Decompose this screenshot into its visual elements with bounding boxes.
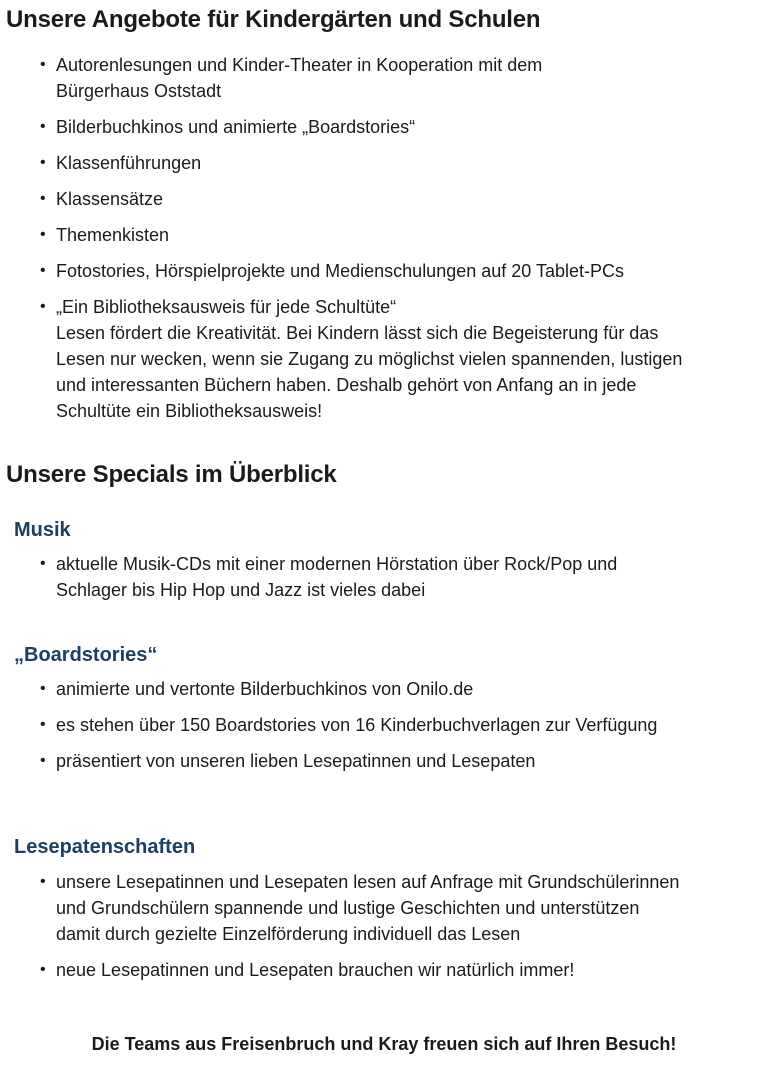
bullet-icon: • (40, 961, 46, 978)
bullet-icon: • (40, 680, 46, 697)
list-item: • „Ein Bibliotheksausweis für jede Schultüte“ Lesen fördert die Kreativität. Bei Kindern lässt sich die Begeisterung für das Lesen nur wecken, wenn sie Zugang zu möglichst vielen spannenden, lustigen und interessanten Büchern haben. Deshalb gehört von Anfang an in jede Schultüte ein Bibliotheksausweis! (40, 294, 750, 424)
bullet-icon: • (40, 118, 46, 135)
bullet-icon: • (40, 154, 46, 171)
bullet-icon: • (40, 190, 46, 207)
list-item: • Klassensätze (40, 186, 750, 212)
list-item: • unsere Lesepatinnen und Lesepaten lesen auf Anfrage mit Grundschülerinnen und Grundschülern spannende und lustige Geschichten und unterstützen damit durch gezielte Einzelförderung individuell das Lesen (40, 869, 750, 947)
list-item: • Autorenlesungen und Kinder-Theater in Kooperation mit dem Bürgerhaus Oststadt (40, 52, 750, 104)
bullet-icon: • (40, 262, 46, 279)
list-item: • aktuelle Musik-CDs mit einer modernen Hörstation über Rock/Pop und Schlager bis Hip Hop und Jazz ist vieles dabei (40, 551, 750, 603)
subheading-boardstories: „Boardstories“ (14, 644, 158, 666)
angebote-list (40, 52, 750, 424)
heading-specials: Unsere Specials im Überblick (6, 461, 337, 488)
list-item: • Bilderbuchkinos und animierte „Boardstories“ (40, 114, 750, 140)
bullet-icon: • (40, 555, 46, 572)
bullet-icon: • (40, 873, 46, 890)
bullet-icon: • (40, 226, 46, 243)
list-item: • animierte und vertonte Bilderbuchkinos von Onilo.de (40, 676, 750, 702)
footer-message: Die Teams aus Freisenbruch und Kray freuen sich auf Ihren Besuch! (91, 1034, 677, 1054)
list-item: • Klassenführungen (40, 150, 750, 176)
bullet-icon: • (40, 56, 46, 73)
lesepaten-list (40, 869, 750, 983)
boardstories-list (40, 676, 750, 774)
list-item: • Fotostories, Hörspielprojekte und Medienschulungen auf 20 Tablet-PCs (40, 258, 750, 284)
list-item: • präsentiert von unseren lieben Lesepatinnen und Lesepaten (40, 748, 750, 774)
bullet-icon: • (40, 716, 46, 733)
bullet-icon: • (40, 752, 46, 769)
subheading-lesepatenschaften: Lesepatenschaften (14, 836, 196, 858)
heading-angebote: Unsere Angebote für Kindergärten und Schulen (6, 6, 541, 33)
musik-list (40, 551, 750, 603)
list-item: • neue Lesepatinnen und Lesepaten brauchen wir natürlich immer! (40, 957, 750, 983)
subheading-musik: Musik (14, 519, 71, 541)
list-item: • es stehen über 150 Boardstories von 16 Kinderbuchverlagen zur Verfügung (40, 712, 750, 738)
bullet-icon: • (40, 298, 46, 315)
list-item: • Themenkisten (40, 222, 750, 248)
